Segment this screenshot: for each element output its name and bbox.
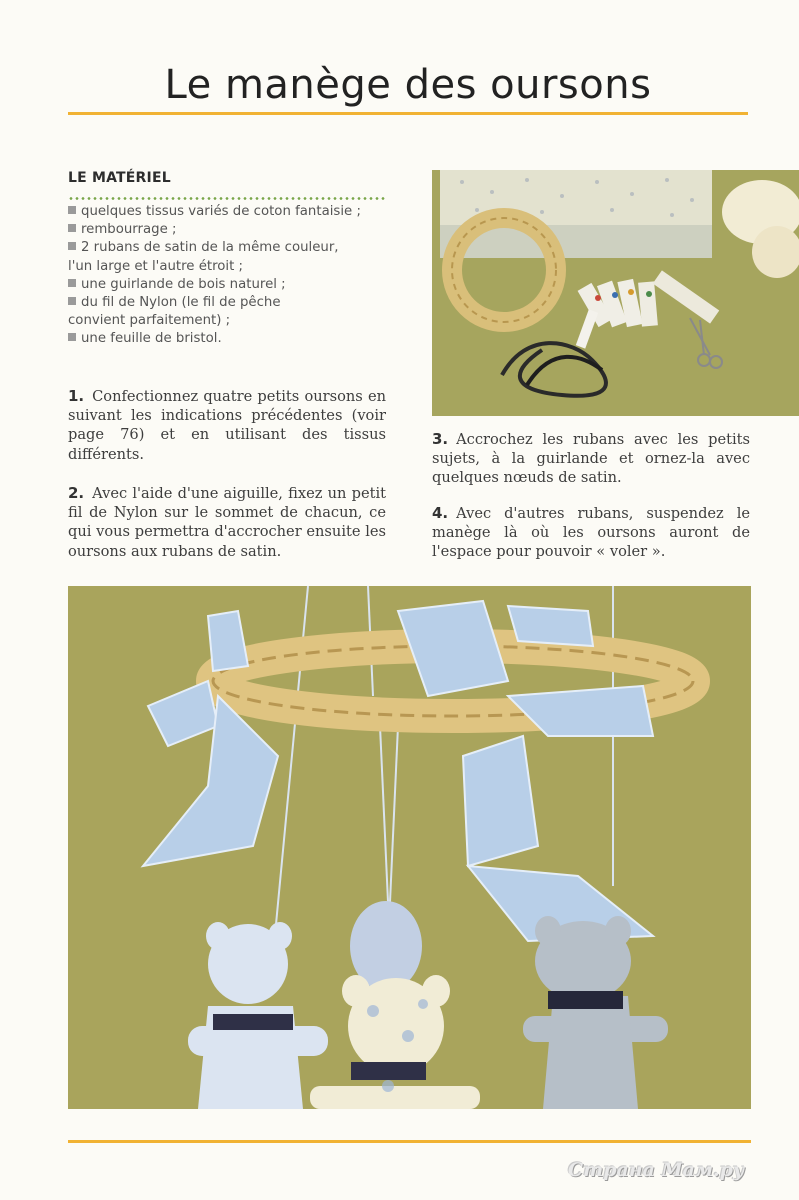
- bottom-rule: [68, 1140, 751, 1143]
- step-4: 4. Avec d'autres rubans, suspendez le manège là où les oursons auront de l'espace pour pouvoir « voler ».: [432, 504, 750, 561]
- mobile-photo: [68, 586, 751, 1109]
- step-3: 3. Accrochez les rubans avec les petits sujets, à la guirlande et ornez-la avec quelques nœuds de satin.: [432, 430, 750, 487]
- materials-photo: [432, 170, 799, 416]
- step-2: 2. Avec l'aide d'une aiguille, fixez un petit fil de Nylon sur le sommet de chacun, ce qui vous permettra d'accrocher ensuite les oursons aux rubans de satin.: [68, 484, 386, 560]
- page-title: Le manège des oursons: [164, 62, 652, 108]
- title-underline: [68, 112, 748, 115]
- step-1: 1. Confectionnez quatre petits oursons en suivant les indications précédentes (voir page 76) et en utilisant des tissus différents.: [68, 387, 386, 463]
- bullet-square-icon: [68, 242, 76, 250]
- materials-item: une feuille de bristol.: [68, 330, 398, 348]
- materials-item-continued: convient parfaitement) ;: [68, 313, 231, 329]
- bullet-square-icon: [68, 297, 76, 305]
- materials-item: quelques tissus variés de coton fantaisie ;: [68, 203, 398, 221]
- materials-item: du fil de Nylon (le fil de pêche: [68, 294, 398, 312]
- bullet-square-icon: [68, 206, 76, 214]
- bullet-square-icon: [68, 333, 76, 341]
- bullet-square-icon: [68, 224, 76, 232]
- materials-item-continued: l'un large et l'autre étroit ;: [68, 258, 244, 274]
- bullet-square-icon: [68, 279, 76, 287]
- materials-item: rembourrage ;: [68, 221, 398, 239]
- materials-heading: LE MATÉRIEL: [68, 170, 171, 186]
- watermark-text: Страна Мам.ру: [568, 1159, 745, 1181]
- materials-item: une guirlande de bois naturel ;: [68, 276, 398, 294]
- dotted-divider: [68, 197, 386, 200]
- materials-item: 2 rubans de satin de la même couleur,: [68, 239, 398, 257]
- materials-list: [68, 203, 398, 349]
